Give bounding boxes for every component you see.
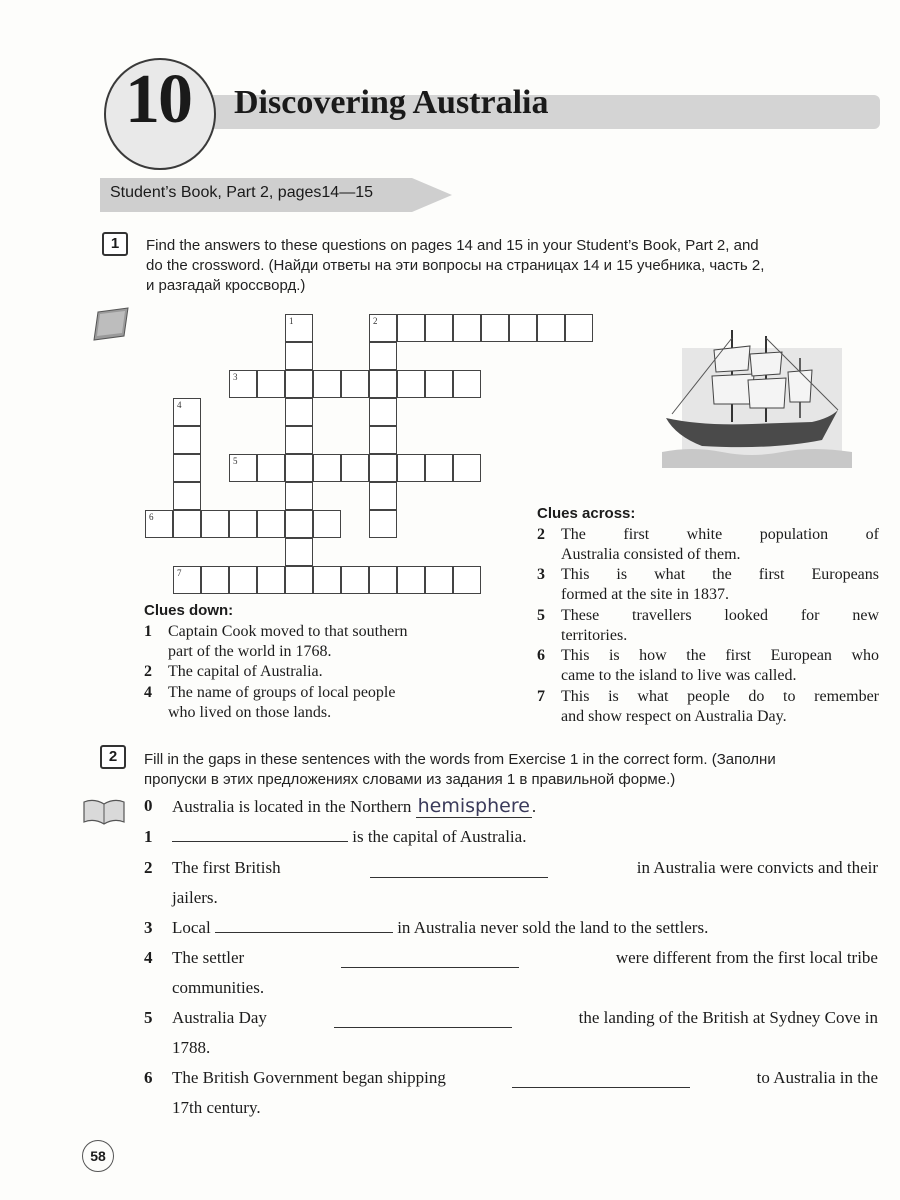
crossword-cell[interactable] <box>173 454 201 482</box>
crossword-cell[interactable] <box>285 538 313 566</box>
sentence-5 <box>144 1003 884 1063</box>
crossword-clue-number: 2 <box>373 316 378 326</box>
sentence-text: in Australia never sold the land to the settlers. <box>397 918 709 937</box>
crossword-cell[interactable] <box>173 510 201 538</box>
clue-number: 3 <box>537 566 545 583</box>
crossword-cell[interactable] <box>313 510 341 538</box>
sentence-text: The first British <box>172 858 281 877</box>
crossword-cell[interactable] <box>425 370 453 398</box>
sentence-number: 0 <box>144 796 153 815</box>
crossword-cell[interactable] <box>285 314 313 342</box>
clue-number: 6 <box>537 647 545 664</box>
clue-text: This is how the first European who <box>561 647 879 664</box>
answer-gap[interactable] <box>341 949 519 968</box>
crossword-clue-number: 3 <box>233 372 238 382</box>
exercise-1-instruction-line-3: и разгадай кроссворд.) <box>146 277 306 294</box>
sentence-number: 4 <box>144 948 153 967</box>
open-book-icon <box>80 796 128 828</box>
crossword-cell[interactable] <box>397 314 425 342</box>
sentence-text: 1788. <box>172 1038 211 1057</box>
clue-text: These travellers looked for new <box>561 607 879 624</box>
page-number: 58 <box>82 1140 114 1172</box>
crossword-cell[interactable] <box>145 510 173 538</box>
clue-across-item <box>537 565 879 605</box>
clue-down-item <box>144 683 494 723</box>
clues-across-heading: Clues across: <box>537 505 636 522</box>
answer-gap[interactable] <box>172 823 348 842</box>
sentence-3 <box>144 913 884 943</box>
sailing-ship-illustration <box>662 318 852 468</box>
crossword-cell[interactable] <box>285 398 313 426</box>
crossword-cell[interactable] <box>285 426 313 454</box>
sentence-text: to Australia in the <box>756 1068 878 1087</box>
clues-down-heading: Clues down: <box>144 602 234 619</box>
crossword-clue-number: 7 <box>177 568 182 578</box>
clue-down-item <box>144 662 494 682</box>
exercise-2-number: 2 <box>100 745 126 769</box>
crossword-cell[interactable] <box>341 566 369 594</box>
crossword-cell[interactable] <box>229 566 257 594</box>
sentence-text: in Australia were convicts and their <box>636 858 878 877</box>
answer-gap[interactable] <box>512 1069 690 1088</box>
source-band-arrow <box>412 178 452 212</box>
crossword-cell[interactable] <box>257 454 285 482</box>
clue-text: formed at the site in 1837. <box>561 586 729 603</box>
clue-number: 5 <box>537 607 545 624</box>
crossword-clue-number: 5 <box>233 456 238 466</box>
clue-down-item <box>144 622 494 662</box>
sentence-1 <box>144 822 884 852</box>
crossword-cell[interactable] <box>369 566 397 594</box>
unit-number: 10 <box>125 61 191 138</box>
crossword-cell[interactable] <box>481 314 509 342</box>
notebook-icon <box>90 306 132 342</box>
crossword-cell[interactable] <box>369 482 397 510</box>
crossword-cell[interactable] <box>425 314 453 342</box>
crossword-cell[interactable] <box>201 510 229 538</box>
sentence-6 <box>144 1063 884 1123</box>
exercise-1-instruction-line-2: do the crossword. (Найди ответы на эти вопросы на страницах 14 и 15 учебника, часть 2, <box>146 257 765 274</box>
sentence-text: were different from the first local tribe <box>615 948 878 967</box>
crossword-cell[interactable] <box>341 370 369 398</box>
sentence-number: 5 <box>144 1008 153 1027</box>
clue-text: who lived on those lands. <box>168 704 332 721</box>
crossword-cell[interactable] <box>257 370 285 398</box>
crossword-cell[interactable] <box>173 398 201 426</box>
crossword-cell[interactable] <box>425 454 453 482</box>
clue-text: Australia consisted of them. <box>561 546 741 563</box>
crossword-cell[interactable] <box>369 454 397 482</box>
crossword-cell[interactable] <box>453 314 481 342</box>
crossword-cell[interactable] <box>565 314 593 342</box>
sentence-text: The settler <box>172 948 245 967</box>
clue-text: The first white population of <box>561 526 879 543</box>
crossword-cell[interactable] <box>509 314 537 342</box>
sentence-text: Australia Day <box>172 1008 267 1027</box>
clue-text: came to the island to live was called. <box>561 667 797 684</box>
sentence-number: 2 <box>144 858 153 877</box>
clue-across-item <box>537 606 879 646</box>
crossword-clue-number: 1 <box>289 316 294 326</box>
crossword-cell[interactable] <box>285 566 313 594</box>
crossword-cell[interactable] <box>285 454 313 482</box>
clue-text: The capital of Australia. <box>168 663 323 680</box>
crossword-cell[interactable] <box>369 370 397 398</box>
filled-answer: hemisphere <box>417 795 530 817</box>
sentence-text: the landing of the British at Sydney Cove in <box>578 1008 878 1027</box>
crossword-cell[interactable] <box>173 426 201 454</box>
clue-text: This is what people do to remember <box>561 688 879 705</box>
crossword-cell[interactable] <box>257 510 285 538</box>
crossword-cell[interactable] <box>285 370 313 398</box>
crossword-cell[interactable] <box>453 454 481 482</box>
clue-text: This is what the first Europeans <box>561 566 879 583</box>
clue-text: part of the world in 1768. <box>168 643 332 660</box>
crossword-cell[interactable] <box>369 314 397 342</box>
sentence-2 <box>144 853 884 913</box>
crossword-cell[interactable] <box>425 566 453 594</box>
crossword-cell[interactable] <box>285 342 313 370</box>
clue-text: territories. <box>561 627 628 644</box>
crossword-cell[interactable] <box>397 454 425 482</box>
clue-number: 2 <box>537 526 545 543</box>
clue-number: 4 <box>144 684 152 701</box>
crossword-cell[interactable] <box>537 314 565 342</box>
crossword-cell[interactable] <box>369 398 397 426</box>
crossword-cell[interactable] <box>313 566 341 594</box>
sentence-number: 6 <box>144 1068 153 1087</box>
crossword-cell[interactable] <box>229 510 257 538</box>
sentence-text: 17th century. <box>172 1098 261 1117</box>
crossword-cell[interactable] <box>397 566 425 594</box>
clue-across-item <box>537 525 879 565</box>
answer-gap[interactable] <box>370 859 548 878</box>
crossword-cell[interactable] <box>453 370 481 398</box>
unit-title: Discovering Australia <box>234 84 549 121</box>
sentence-text: is the capital of Australia. <box>352 827 527 846</box>
clue-text: Captain Cook moved to that southern <box>168 623 408 640</box>
crossword-cell[interactable] <box>285 510 313 538</box>
crossword-cell[interactable] <box>173 566 201 594</box>
crossword-cell[interactable] <box>313 370 341 398</box>
sentence-number: 1 <box>144 827 153 846</box>
crossword-cell[interactable] <box>285 482 313 510</box>
clue-text: and show respect on Australia Day. <box>561 708 787 725</box>
sentence-text: Local <box>172 918 211 937</box>
crossword-cell[interactable] <box>397 370 425 398</box>
crossword-cell[interactable] <box>341 454 369 482</box>
crossword-cell[interactable] <box>313 454 341 482</box>
crossword-cell[interactable] <box>453 566 481 594</box>
clue-number: 1 <box>144 623 152 640</box>
sentence-number: 3 <box>144 918 153 937</box>
exercise-1-instruction-line-1: Find the answers to these questions on pages 14 and 15 in your Student’s Book, Part 2, and <box>146 237 759 254</box>
crossword-cell[interactable] <box>229 370 257 398</box>
exercise-2-instruction-line-2: пропуски в этих предложениях словами из задания 1 в правильной форме.) <box>144 771 676 788</box>
crossword-cell[interactable] <box>257 566 285 594</box>
crossword-cell[interactable] <box>229 454 257 482</box>
exercise-2-instruction-line-1: Fill in the gaps in these sentences with the words from Exercise 1 in the correct form. (Заполни <box>144 751 776 768</box>
crossword-cell[interactable] <box>369 510 397 538</box>
clue-number: 7 <box>537 688 545 705</box>
sentence-0 <box>144 791 884 821</box>
crossword-clue-number: 4 <box>177 400 182 410</box>
sentence-text: Australia is located in the Northern <box>172 797 412 816</box>
clue-across-item <box>537 646 879 686</box>
sentence-text: communities. <box>172 978 265 997</box>
sentence-text: . <box>531 797 537 816</box>
sentence-text: jailers. <box>172 888 218 907</box>
source-reference: Student’s Book, Part 2, pages14—15 <box>110 184 373 201</box>
crossword-cell[interactable] <box>369 426 397 454</box>
sentence-text: The British Government began shipping <box>172 1068 446 1087</box>
crossword-clue-number: 6 <box>149 512 154 522</box>
crossword-cell[interactable] <box>201 566 229 594</box>
answer-gap[interactable] <box>215 914 393 933</box>
clue-across-item <box>537 687 879 727</box>
exercise-1-number: 1 <box>102 232 128 256</box>
sentence-4 <box>144 943 884 1003</box>
clue-text: The name of groups of local people <box>168 684 396 701</box>
answer-gap[interactable] <box>334 1009 512 1028</box>
crossword-cell[interactable] <box>369 342 397 370</box>
crossword-cell[interactable] <box>173 482 201 510</box>
clue-number: 2 <box>144 663 152 680</box>
